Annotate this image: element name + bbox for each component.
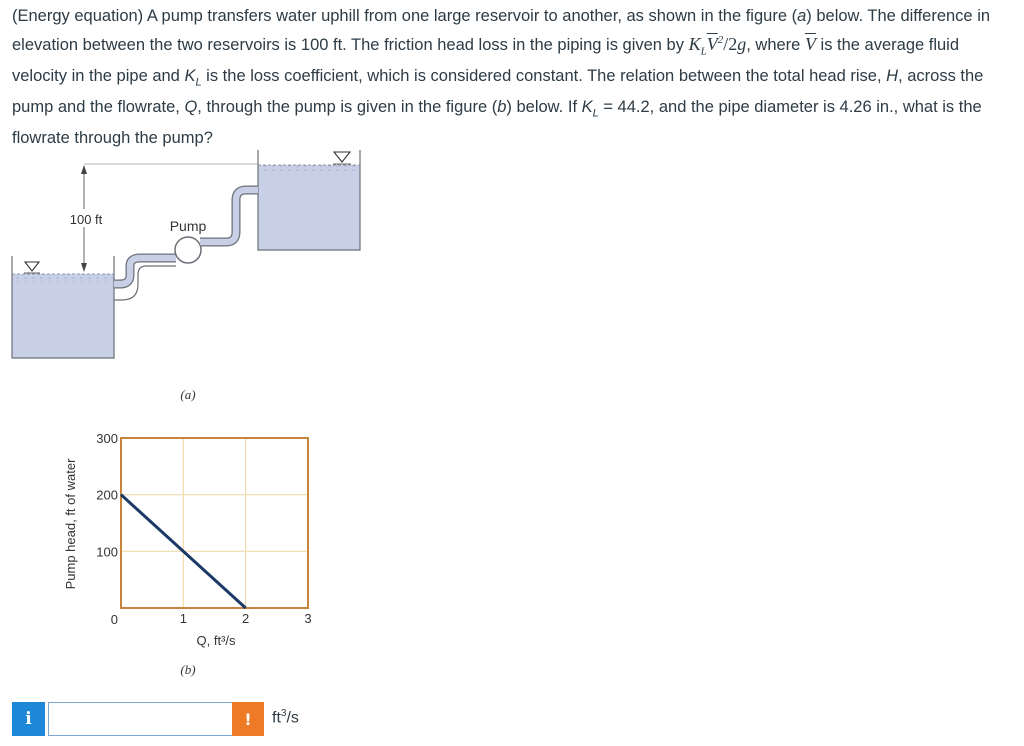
chart-grid: [121, 438, 308, 608]
answer-input[interactable]: [48, 702, 238, 736]
figure-ref-b: b: [497, 98, 507, 117]
question-segment: = 44.2, and the pipe diameter is 4.26 in., what is the flowrate through the pump?: [12, 98, 982, 147]
pump-label: Pump: [169, 218, 207, 234]
question-segment: , across the pump and the flowrate,: [12, 67, 984, 117]
suction-pipe: [114, 258, 176, 300]
upper-surface-triangle-icon: [334, 152, 350, 162]
lower-reservoir: [12, 256, 114, 358]
elevation-label: 100 ft: [69, 212, 103, 227]
head-symbol: H: [886, 67, 899, 86]
y-tick-label: 100: [96, 544, 118, 560]
question-segment: ) below. The difference in elevation between the two reservoirs is 100 ft. The friction head loss in the piping is given by: [12, 7, 991, 55]
figure-a: [12, 150, 360, 402]
figure-b-caption: (b): [180, 662, 196, 677]
info-icon[interactable]: i: [12, 702, 45, 736]
question-segment: (Energy equation) A pump transfers water uphill from one large reservoir to another, as shown in the figure (: [12, 7, 798, 25]
y-tick-label: 0: [110, 612, 118, 627]
answer-row: [12, 700, 332, 738]
x-tick-labels: [180, 611, 312, 626]
x-axis-label: Q, ft³/s: [196, 633, 236, 648]
upper-reservoir: [258, 150, 360, 250]
y-axis-label: Pump head, ft of water: [63, 458, 78, 590]
y-tick-label: 200: [96, 487, 118, 503]
friction-head-formula: $K_L\overline{V}^2/2g$: [688, 34, 747, 58]
warning-icon[interactable]: !: [232, 702, 264, 736]
loss-coefficient-symbol: $K_L$: [581, 98, 599, 120]
discharge-pipe: [200, 190, 258, 242]
pump-icon: [175, 237, 201, 263]
question-segment: is the average fluid velocity in the pipe and: [12, 36, 960, 86]
question-segment: , where: [746, 36, 805, 55]
chart-frame: [121, 438, 308, 608]
y-tick-labels: [96, 431, 118, 627]
question-segment: ) below. If: [506, 98, 582, 117]
figure-a-caption: (a): [180, 387, 196, 402]
figure-ref-a: a: [797, 7, 807, 25]
loss-coefficient-symbol: $K_L$: [184, 67, 202, 89]
flowrate-symbol: Q: [184, 98, 198, 117]
answer-unit: $ft^3/s$: [272, 708, 299, 727]
velocity-symbol: $\overline{V}$: [804, 34, 816, 55]
x-tick-label: 2: [242, 611, 250, 626]
x-tick-label: 1: [179, 611, 187, 626]
x-tick-label: 3: [304, 611, 312, 626]
pump-head-chart: [63, 431, 312, 677]
y-tick-label: 300: [96, 431, 118, 446]
question-segment: , through the pump is given in the figure (: [197, 98, 498, 117]
question-segment: is the loss coefficient, which is considered constant. The relation between the total head rise,: [201, 67, 887, 86]
lower-surface-triangle-icon: [25, 262, 39, 271]
